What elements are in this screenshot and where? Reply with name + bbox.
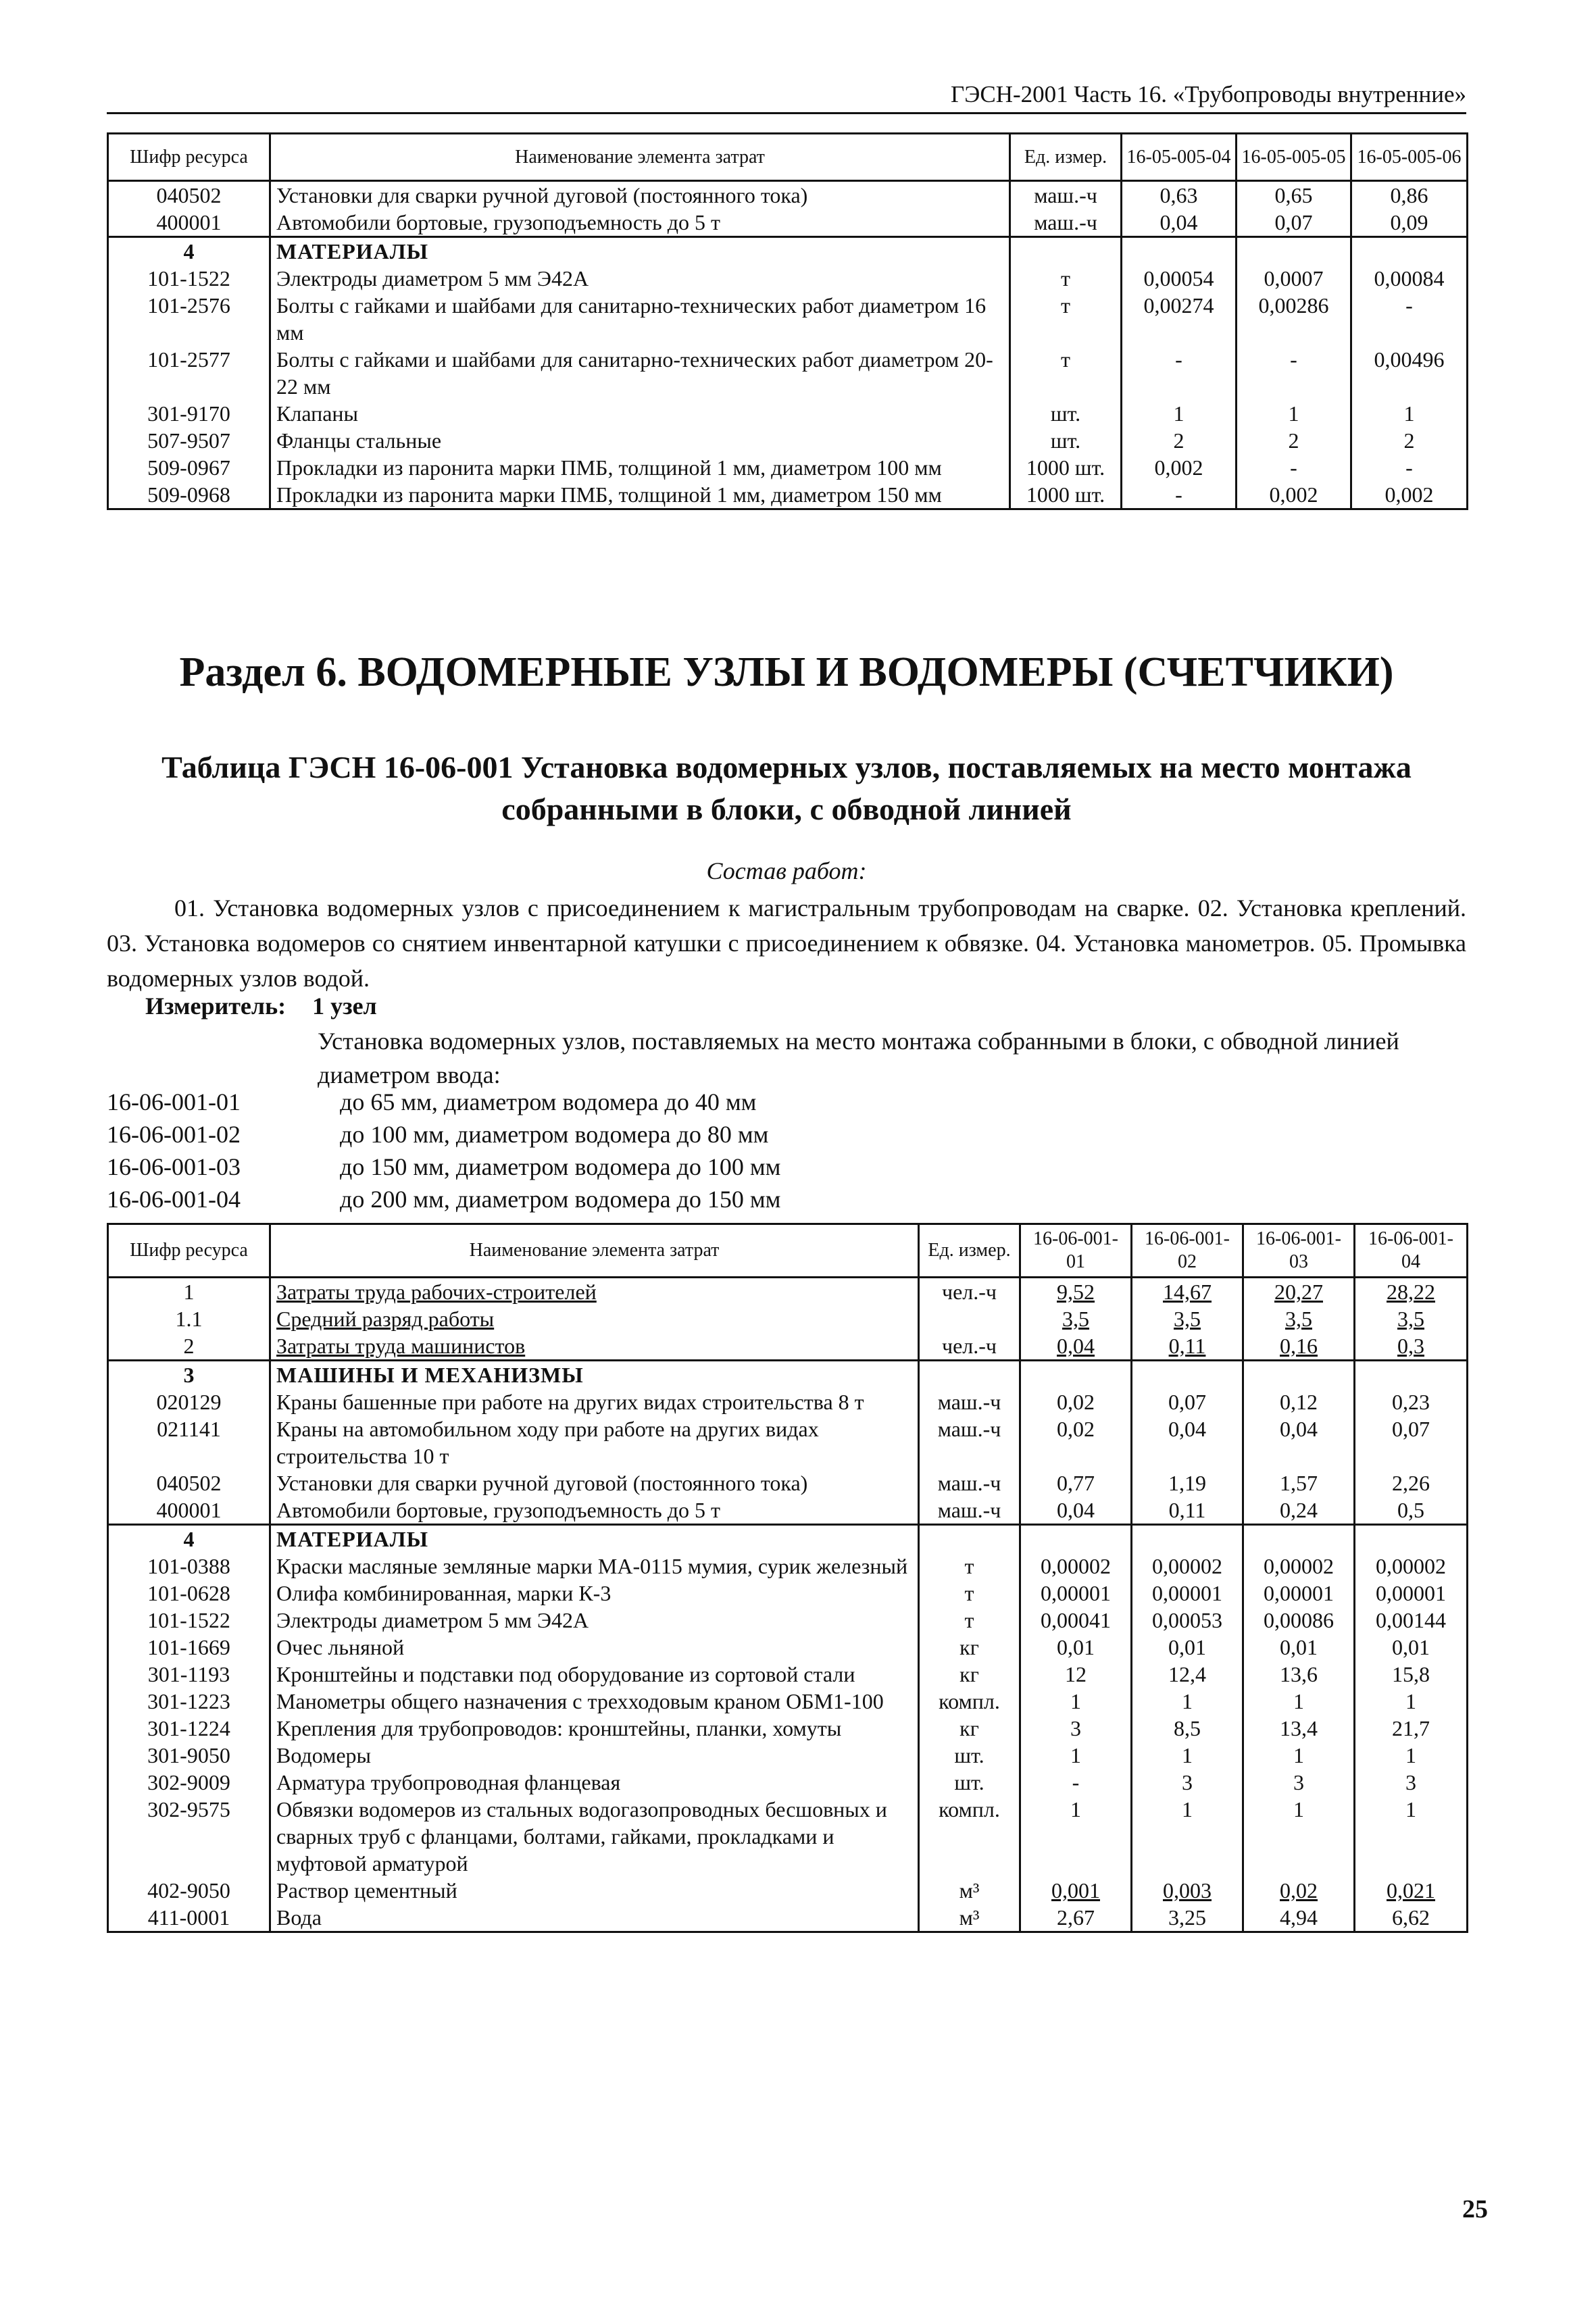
resource-value: 1 (1122, 400, 1237, 427)
table-row (108, 1469, 1468, 1496)
work-composition-heading: Состав работ: (706, 857, 867, 884)
resource-code: 402-9050 (108, 1877, 270, 1904)
header-col: 16-06-001-01 (1020, 1224, 1132, 1278)
resource-unit: маш.-ч (1010, 181, 1122, 209)
header-unit: Ед. измер. (919, 1224, 1020, 1278)
resource-value: 0,07 (1237, 209, 1351, 237)
resource-value: 8,5 (1132, 1715, 1243, 1742)
variant-code: 16-06-001-04 (107, 1186, 241, 1213)
table-title: Таблица ГЭСН 16-06-001 Установка водомерных узлов, поставляемых на место монтажа собранными в блоки, с обводной линией (161, 750, 1412, 826)
resource-value: 0,0007 (1237, 265, 1351, 292)
section-code: 3 (108, 1361, 270, 1389)
resource-value: 2,26 (1355, 1469, 1468, 1496)
resource-name: Вода (270, 1904, 919, 1932)
section-name: МАШИНЫ И МЕХАНИЗМЫ (270, 1361, 919, 1389)
resource-value: - (1122, 481, 1237, 509)
resource-unit: м³ (919, 1877, 1020, 1904)
resource-code: 509-0967 (108, 454, 270, 481)
resource-value: 3,5 (1020, 1305, 1132, 1332)
table-header-row (108, 1224, 1468, 1278)
resource-value: 3 (1355, 1769, 1468, 1796)
variant-description: до 150 мм, диаметром водомера до 100 мм (340, 1153, 781, 1180)
resource-value: 3 (1243, 1769, 1355, 1796)
resource-value: 0,16 (1243, 1332, 1355, 1361)
resource-value (1237, 237, 1351, 266)
resource-unit: т (1010, 346, 1122, 400)
resource-value (1243, 1525, 1355, 1553)
table-row (108, 181, 1468, 209)
resource-name: Водомеры (270, 1742, 919, 1769)
resource-value (1132, 1525, 1243, 1553)
resource-name: Манометры общего назначения с трехходовым краном ОБМ1-100 (270, 1688, 919, 1715)
resource-name: Обвязки водомеров из стальных водогазопроводных бесшовных и сварных труб с фланцами, болтами, гайками, прокладками и муфтовой арматурой (270, 1796, 919, 1877)
resource-value: 0,04 (1020, 1332, 1132, 1361)
resource-unit: маш.-ч (919, 1388, 1020, 1415)
resource-value: 0,00053 (1132, 1607, 1243, 1634)
header-unit: Ед. измер. (1010, 134, 1122, 181)
table-row (108, 481, 1468, 509)
meter-value: 1 узел (312, 992, 377, 1020)
resource-value: 1 (1020, 1742, 1132, 1769)
resource-unit: шт. (919, 1769, 1020, 1796)
resource-code: 101-1522 (108, 1607, 270, 1634)
header-col: 16-06-001-04 (1355, 1224, 1468, 1278)
variant-code: 16-06-001-03 (107, 1153, 241, 1180)
resource-code: 021141 (108, 1415, 270, 1469)
resource-unit: чел.-ч (919, 1278, 1020, 1306)
resource-value: 14,67 (1132, 1278, 1243, 1306)
resource-unit: м³ (919, 1904, 1020, 1932)
resource-value: 0,00054 (1122, 265, 1237, 292)
resource-name: Установки для сварки ручной дуговой (постоянного тока) (270, 181, 1010, 209)
resource-value: 1 (1351, 400, 1468, 427)
resource-code: 301-9170 (108, 400, 270, 427)
table-section-row (108, 1361, 1468, 1389)
table-row (108, 209, 1468, 237)
table-row (108, 454, 1468, 481)
table-section-row (108, 1525, 1468, 1553)
resource-code: 302-9009 (108, 1769, 270, 1796)
resource-value: 0,00001 (1020, 1580, 1132, 1607)
variant-description: до 100 мм, диаметром водомера до 80 мм (340, 1121, 769, 1148)
resource-value: 28,22 (1355, 1278, 1468, 1306)
resource-value (1355, 1361, 1468, 1389)
resource-name: Автомобили бортовые, грузоподъемность до 5 т (270, 209, 1010, 237)
header-code: Шифр ресурса (108, 134, 270, 181)
resource-code: 101-0628 (108, 1580, 270, 1607)
resource-value: 1 (1132, 1742, 1243, 1769)
resource-name: Краски масляные земляные марки МА-0115 мумия, сурик железный (270, 1553, 919, 1580)
table-row (108, 1415, 1468, 1469)
resource-code: 400001 (108, 1496, 270, 1525)
resource-value (1243, 1361, 1355, 1389)
resource-value: 3,5 (1132, 1305, 1243, 1332)
resource-value: 0,86 (1351, 181, 1468, 209)
page-number: 25 (1462, 2195, 1488, 2223)
resource-unit: 1000 шт. (1010, 481, 1122, 509)
resource-value: 0,00002 (1243, 1553, 1355, 1580)
table-row (108, 292, 1468, 346)
resource-value: 12,4 (1132, 1661, 1243, 1688)
table-row (108, 1661, 1468, 1688)
resource-value: - (1351, 454, 1468, 481)
resource-value (1355, 1525, 1468, 1553)
resource-unit (1010, 237, 1122, 266)
resource-value (1020, 1525, 1132, 1553)
resource-value: 1 (1020, 1796, 1132, 1877)
resource-value: - (1237, 346, 1351, 400)
resource-name: Болты с гайками и шайбами для санитарно-технических работ диаметром 16 мм (270, 292, 1010, 346)
work-composition-text: 01. Установка водомерных узлов с присоединением к магистральным трубопроводам на сварке. 02. Установка креплений. 03. Установка водомеров со снятием инвентарной катушки с присоединением к обвязке. 04. Установка манометров. 05. Промывка водомерных узлов водой. (107, 895, 1466, 992)
resource-value: 2 (1122, 427, 1237, 454)
resource-name: Раствор цементный (270, 1877, 919, 1904)
table-row (108, 1553, 1468, 1580)
resource-value: 3 (1132, 1769, 1243, 1796)
resource-value: 0,00144 (1355, 1607, 1468, 1634)
resource-unit: кг (919, 1715, 1020, 1742)
resource-value: 1 (1237, 400, 1351, 427)
resource-unit: т (1010, 265, 1122, 292)
table-row (108, 1388, 1468, 1415)
resource-value: 2 (1237, 427, 1351, 454)
resource-unit: 1000 шт. (1010, 454, 1122, 481)
resource-value: 15,8 (1355, 1661, 1468, 1688)
table-section-row (108, 237, 1468, 266)
resource-value: 1 (1355, 1688, 1468, 1715)
resource-table-1 (107, 132, 1468, 510)
resource-value: 0,00002 (1020, 1553, 1132, 1580)
resource-value: 0,002 (1122, 454, 1237, 481)
resource-value: 0,12 (1243, 1388, 1355, 1415)
resource-value: 3,25 (1132, 1904, 1243, 1932)
resource-code: 1.1 (108, 1305, 270, 1332)
header-col: 16-06-001-03 (1243, 1224, 1355, 1278)
resource-code: 302-9575 (108, 1796, 270, 1877)
variants-intro: Установка водомерных узлов, поставляемых на место монтажа собранными в блоки, с обводной линией диаметром ввода: (318, 1028, 1399, 1088)
resource-value: - (1020, 1769, 1132, 1796)
resource-value: 1 (1355, 1742, 1468, 1769)
resource-unit (919, 1525, 1020, 1553)
resource-name: Затраты труда рабочих-строителей (270, 1278, 919, 1306)
resource-value: 0,021 (1355, 1877, 1468, 1904)
header-name: Наименование элемента затрат (270, 134, 1010, 181)
table-row (108, 1904, 1468, 1932)
resource-name: Болты с гайками и шайбами для санитарно-технических работ диаметром 20-22 мм (270, 346, 1010, 400)
resource-name: Краны на автомобильном ходу при работе на других видах строительства 10 т (270, 1415, 919, 1469)
table-row (108, 427, 1468, 454)
resource-code: 509-0968 (108, 481, 270, 509)
resource-value: 21,7 (1355, 1715, 1468, 1742)
resource-code: 101-0388 (108, 1553, 270, 1580)
resource-value: - (1351, 292, 1468, 346)
resource-code: 400001 (108, 209, 270, 237)
running-header: ГЭСН-2001 Часть 16. «Трубопроводы внутренние» (107, 81, 1466, 114)
resource-value: 0,01 (1243, 1634, 1355, 1661)
resource-name: Очес льняной (270, 1634, 919, 1661)
resource-value: 13,4 (1243, 1715, 1355, 1742)
resource-value: 0,02 (1020, 1415, 1132, 1469)
resource-value: 20,27 (1243, 1278, 1355, 1306)
resource-value: 13,6 (1243, 1661, 1355, 1688)
resource-name: Кронштейны и подставки под оборудование из сортовой стали (270, 1661, 919, 1688)
measurement-unit (145, 992, 377, 1020)
resource-code: 507-9507 (108, 427, 270, 454)
table-row (108, 265, 1468, 292)
table-row (108, 1496, 1468, 1525)
resource-unit: т (919, 1607, 1020, 1634)
resource-value: 0,3 (1355, 1332, 1468, 1361)
resource-value: 1,57 (1243, 1469, 1355, 1496)
resource-name: Автомобили бортовые, грузоподъемность до 5 т (270, 1496, 919, 1525)
resource-unit: шт. (1010, 427, 1122, 454)
resource-value: 0,07 (1355, 1415, 1468, 1469)
resource-unit: маш.-ч (919, 1469, 1020, 1496)
resource-value: 0,04 (1243, 1415, 1355, 1469)
section-code: 4 (108, 1525, 270, 1553)
resource-value: 1 (1243, 1688, 1355, 1715)
resource-value: - (1237, 454, 1351, 481)
table-row (108, 1877, 1468, 1904)
table-row (108, 400, 1468, 427)
resource-code: 020129 (108, 1388, 270, 1415)
resource-value: 9,52 (1020, 1278, 1132, 1306)
table-row (108, 1688, 1468, 1715)
table-row (108, 1278, 1468, 1306)
table-row (108, 1332, 1468, 1361)
resource-code: 301-1193 (108, 1661, 270, 1688)
resource-value: 0,77 (1020, 1469, 1132, 1496)
resource-value (1132, 1361, 1243, 1389)
resource-value: 0,00084 (1351, 265, 1468, 292)
resource-code: 411-0001 (108, 1904, 270, 1932)
header-col: 16-05-005-04 (1122, 134, 1237, 181)
resource-value: 0,11 (1132, 1332, 1243, 1361)
resource-unit: чел.-ч (919, 1332, 1020, 1361)
resource-unit: компл. (919, 1688, 1020, 1715)
resource-value: 1 (1243, 1796, 1355, 1877)
resource-value: 0,07 (1132, 1388, 1243, 1415)
resource-unit (919, 1361, 1020, 1389)
resource-value (1122, 237, 1237, 266)
resource-value: 0,63 (1122, 181, 1237, 209)
resource-value (1351, 237, 1468, 266)
table-row (108, 1742, 1468, 1769)
resource-value: 2 (1351, 427, 1468, 454)
variant-code: 16-06-001-02 (107, 1121, 241, 1148)
resource-name: Клапаны (270, 400, 1010, 427)
resource-name: Затраты труда машинистов (270, 1332, 919, 1361)
resource-name: Прокладки из паронита марки ПМБ, толщиной 1 мм, диаметром 150 мм (270, 481, 1010, 509)
resource-value: 0,01 (1020, 1634, 1132, 1661)
resource-unit: кг (919, 1634, 1020, 1661)
resource-value: 0,002 (1351, 481, 1468, 509)
resource-unit: маш.-ч (1010, 209, 1122, 237)
resource-value: 0,5 (1355, 1496, 1468, 1525)
resource-value: 0,09 (1351, 209, 1468, 237)
table-row (108, 1580, 1468, 1607)
resource-code: 301-9050 (108, 1742, 270, 1769)
resource-value: 0,23 (1355, 1388, 1468, 1415)
resource-value: 12 (1020, 1661, 1132, 1688)
resource-name: Прокладки из паронита марки ПМБ, толщиной 1 мм, диаметром 100 мм (270, 454, 1010, 481)
table-row (108, 1634, 1468, 1661)
table-row (108, 1715, 1468, 1742)
resource-value: 1 (1020, 1688, 1132, 1715)
resource-value: 0,00496 (1351, 346, 1468, 400)
resource-code: 040502 (108, 181, 270, 209)
table-row (108, 1769, 1468, 1796)
resource-value: - (1122, 346, 1237, 400)
resource-table-2 (107, 1223, 1468, 1933)
resource-value: 0,00001 (1355, 1580, 1468, 1607)
resource-name: Фланцы стальные (270, 427, 1010, 454)
section-title: Раздел 6. ВОДОМЕРНЫЕ УЗЛЫ И ВОДОМЕРЫ (СЧЕТЧИКИ) (179, 649, 1394, 695)
resource-value: 0,04 (1122, 209, 1237, 237)
resource-unit: кг (919, 1661, 1020, 1688)
header-col: 16-06-001-02 (1132, 1224, 1243, 1278)
resource-unit: т (1010, 292, 1122, 346)
header-col: 16-05-005-05 (1237, 134, 1351, 181)
variant-description: до 65 мм, диаметром водомера до 40 мм (340, 1088, 757, 1115)
header-code: Шифр ресурса (108, 1224, 270, 1278)
section-code: 4 (108, 237, 270, 266)
resource-value: 3,5 (1355, 1305, 1468, 1332)
resource-code: 101-1522 (108, 265, 270, 292)
resource-value: 0,00041 (1020, 1607, 1132, 1634)
resource-value: 0,002 (1237, 481, 1351, 509)
resource-code: 101-1669 (108, 1634, 270, 1661)
resource-value: 3 (1020, 1715, 1132, 1742)
header-name: Наименование элемента затрат (270, 1224, 919, 1278)
resource-value: 0,01 (1132, 1634, 1243, 1661)
resource-value (1020, 1361, 1132, 1389)
resource-value: 0,02 (1243, 1877, 1355, 1904)
resource-value: 3,5 (1243, 1305, 1355, 1332)
resource-name: Установки для сварки ручной дуговой (постоянного тока) (270, 1469, 919, 1496)
resource-value: 0,01 (1355, 1634, 1468, 1661)
resource-value: 0,11 (1132, 1496, 1243, 1525)
resource-code: 301-1223 (108, 1688, 270, 1715)
resource-code: 101-2577 (108, 346, 270, 400)
resource-value: 0,24 (1243, 1496, 1355, 1525)
resource-unit: компл. (919, 1796, 1020, 1877)
table-row (108, 1305, 1468, 1332)
resource-name: Краны башенные при работе на других видах строительства 8 т (270, 1388, 919, 1415)
table-header-row (108, 134, 1468, 181)
resource-name: Электроды диаметром 5 мм Э42А (270, 1607, 919, 1634)
table-row (108, 1796, 1468, 1877)
resource-code: 301-1224 (108, 1715, 270, 1742)
resource-value: 0,02 (1020, 1388, 1132, 1415)
resource-value: 1 (1355, 1796, 1468, 1877)
resource-unit: т (919, 1553, 1020, 1580)
resource-name: Средний разряд работы (270, 1305, 919, 1332)
resource-value: 1 (1132, 1796, 1243, 1877)
resource-value: 0,003 (1132, 1877, 1243, 1904)
resource-value: 0,65 (1237, 181, 1351, 209)
resource-name: Электроды диаметром 5 мм Э42А (270, 265, 1010, 292)
resource-unit: шт. (1010, 400, 1122, 427)
resource-value: 1 (1132, 1688, 1243, 1715)
resource-value: 0,00286 (1237, 292, 1351, 346)
resource-value: 4,94 (1243, 1904, 1355, 1932)
section-name: МАТЕРИАЛЫ (270, 1525, 919, 1553)
resource-value: 0,00002 (1132, 1553, 1243, 1580)
resource-name: Олифа комбинированная, марки К-3 (270, 1580, 919, 1607)
variant-description: до 200 мм, диаметром водомера до 150 мм (340, 1186, 781, 1213)
resource-value: 0,00002 (1355, 1553, 1468, 1580)
table-row (108, 1607, 1468, 1634)
resource-value: 0,00001 (1132, 1580, 1243, 1607)
resource-unit (919, 1305, 1020, 1332)
resource-unit: т (919, 1580, 1020, 1607)
resource-value: 0,00001 (1243, 1580, 1355, 1607)
resource-unit: маш.-ч (919, 1496, 1020, 1525)
resource-unit: маш.-ч (919, 1415, 1020, 1469)
resource-name: Крепления для трубопроводов: кронштейны, планки, хомуты (270, 1715, 919, 1742)
resource-code: 040502 (108, 1469, 270, 1496)
resource-value: 0,00274 (1122, 292, 1237, 346)
section-name: МАТЕРИАЛЫ (270, 237, 1010, 266)
resource-value: 0,04 (1020, 1496, 1132, 1525)
resource-value: 1,19 (1132, 1469, 1243, 1496)
resource-value: 0,001 (1020, 1877, 1132, 1904)
resource-value: 1 (1243, 1742, 1355, 1769)
meter-label: Измеритель: (145, 992, 286, 1020)
resource-code: 101-2576 (108, 292, 270, 346)
header-col: 16-05-005-06 (1351, 134, 1468, 181)
resource-code: 1 (108, 1278, 270, 1306)
resource-code: 2 (108, 1332, 270, 1361)
variant-code: 16-06-001-01 (107, 1088, 241, 1115)
resource-value: 6,62 (1355, 1904, 1468, 1932)
resource-unit: шт. (919, 1742, 1020, 1769)
resource-value: 2,67 (1020, 1904, 1132, 1932)
table-row (108, 346, 1468, 400)
resource-name: Арматура трубопроводная фланцевая (270, 1769, 919, 1796)
resource-value: 0,04 (1132, 1415, 1243, 1469)
resource-value: 0,00086 (1243, 1607, 1355, 1634)
